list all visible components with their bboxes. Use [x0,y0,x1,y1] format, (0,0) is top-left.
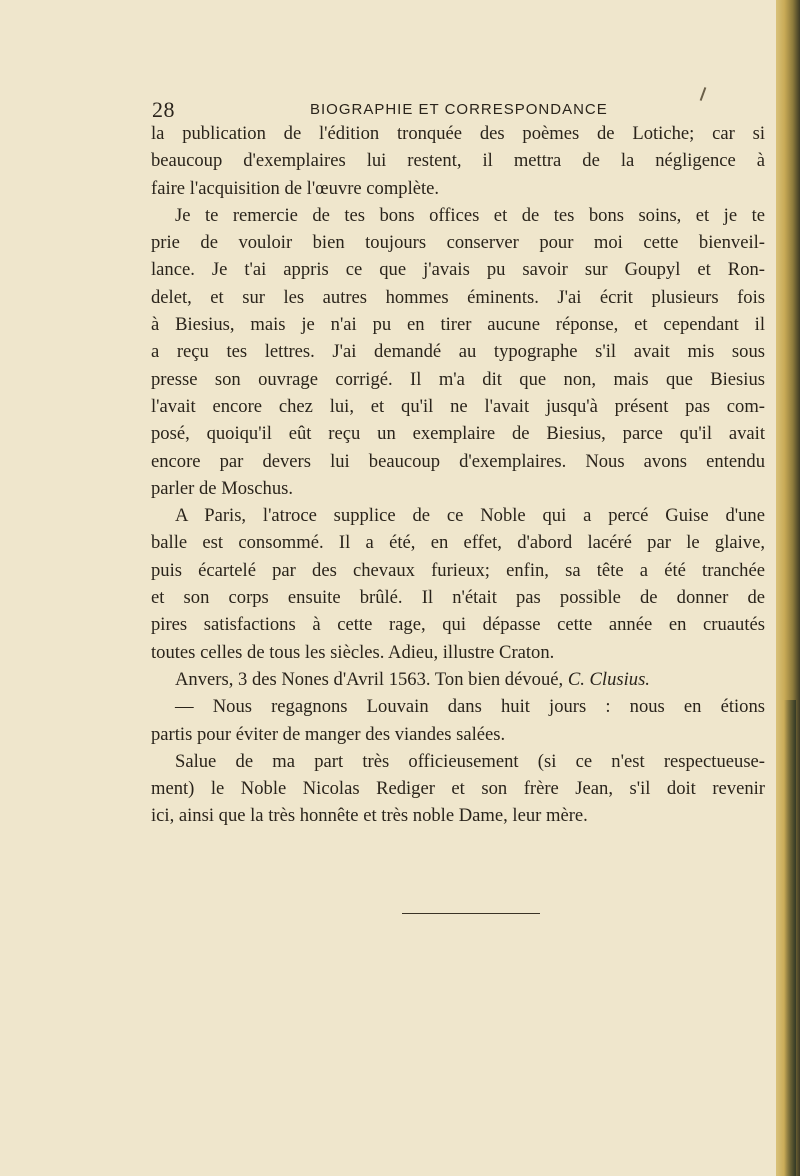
text-line: pires satisfactions à cette rage, qui dépasse cette année en cruautés [151,614,765,636]
text-line: posé, quoiqu'il eût reçu un exemplaire de Biesius, parce qu'il avait [151,423,765,445]
text-line: delet, et sur les autres hommes éminents. J'ai écrit plusieurs fois [151,286,765,308]
text-line: Salue de ma part très officieusement (si ce n'est respectueuse- [175,750,765,772]
text-line: partis pour éviter de manger des viandes salées. [151,723,506,745]
paragraph [151,120,765,202]
text-line: puis écartelé par des chevaux furieux; enfin, sa tête a été tranchée [151,559,765,581]
paragraph [151,748,765,830]
text-line: la publication de l'édition tronquée des poèmes de Lotiche; car si [151,123,765,144]
signature: C. Clusius. [567,668,650,690]
text-line: — Nous regagnons Louvain dans huit jours : nous en étions [175,696,765,718]
text-line: à Biesius, mais je n'ai pu en tirer aucune réponse, et cependant il [151,314,765,336]
text-line: encore par devers lui beaucoup d'exemplaires. Nous avons entendu [151,450,765,472]
dateline [151,666,765,693]
text-line: ment) le Noble Nicolas Rediger et son frère Jean, s'il doit revenir [151,778,765,800]
text-line: beaucoup d'exemplaires lui restent, il mettra de la négligence à [151,150,765,172]
text-line: faire l'acquisition de l'œuvre complète. [151,177,440,199]
paragraph [151,666,765,693]
body-text [151,120,765,830]
text-line: et son corps ensuite brûlé. Il n'était pas possible de donner de [151,587,765,609]
text-line: Je te remercie de tes bons offices et de tes bons soins, et je te [175,204,765,226]
text-line: l'avait encore chez lui, et qu'il ne l'avait jusqu'à présent pas com- [151,395,765,417]
text-line: toutes celles de tous les siècles. Adieu, illustre Craton. [151,641,555,663]
paragraph [151,693,765,748]
page-edge-shadow [784,700,796,1176]
running-head: BIOGRAPHIE ET CORRESPONDANCE [310,101,608,118]
text-line: prie de vouloir bien toujours conserver pour moi cette bienveil- [151,232,765,254]
text-line: a reçu tes lettres. J'ai demandé au typographe s'il avait mis sous [151,341,765,363]
paragraph [151,202,765,502]
page-number: 28 [152,97,175,122]
end-rule [402,913,540,914]
text-line: ici, ainsi que la très honnête et très noble Dame, leur mère. [151,805,588,827]
text-line: presse son ouvrage corrigé. Il m'a dit que non, mais que Biesius [151,368,765,390]
dateline-text: Anvers, 3 des Nones d'Avril 1563. Ton bien dévoué, [175,668,568,690]
text-line: lance. Je t'ai appris ce que j'avais pu savoir sur Goupyl et Ron- [151,259,765,281]
paragraph [151,502,765,666]
text-line: A Paris, l'atroce supplice de ce Noble qui a percé Guise d'une [175,505,765,527]
text-line: parler de Moschus. [151,477,293,499]
text-line: balle est consommé. Il a été, en effet, d'abord lacéré par le glaive, [151,532,765,554]
